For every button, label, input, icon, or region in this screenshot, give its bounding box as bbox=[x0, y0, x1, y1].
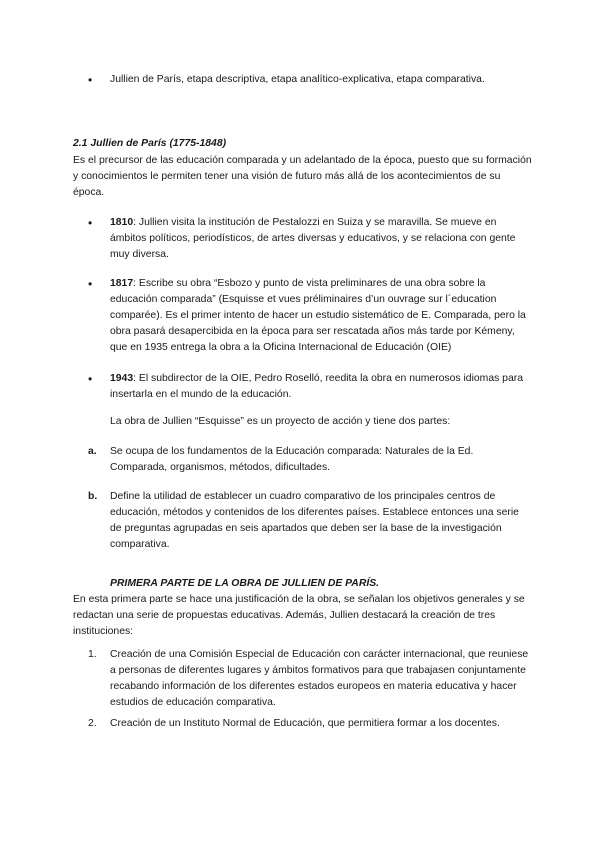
section-heading: 2.1 Jullien de París (1775-1848) bbox=[73, 138, 227, 150]
bullet-icon: • bbox=[88, 372, 93, 386]
list-marker-a: a. bbox=[88, 446, 97, 457]
milestone-year: 1943 bbox=[110, 373, 134, 384]
part-a-text: Se ocupa de los fundamentos de la Educación comparada: Naturales de la Ed. Comparada, organismos, métodos, dificultades. bbox=[110, 446, 474, 473]
milestone-1817 bbox=[110, 276, 530, 356]
bullet-icon: • bbox=[88, 277, 93, 291]
milestone-year: 1817 bbox=[110, 278, 134, 289]
bullet-icon: • bbox=[88, 73, 93, 87]
intro-bullet-text: Jullien de París, etapa descriptiva, etapa analítico-explicativa, etapa comparativa. bbox=[110, 74, 485, 85]
milestone-text: : El subdirector de la OIE, Pedro Roselló, reedita la obra en numerosos idiomas para insertarla en el mundo de la educación. bbox=[110, 373, 523, 400]
milestone-1943 bbox=[110, 371, 530, 403]
milestone-1810 bbox=[110, 215, 525, 263]
section-paragraph: Es el precursor de las educación comparada y un adelantado de la época, puesto que su formación y conocimientos le permiten tener una visión de futuro más allá de los acontecimientos de su época. bbox=[73, 155, 532, 198]
part-b-text: Define la utilidad de establecer un cuadro comparativo de los principales centros de educación, métodos y contenidos de los diferentes países. Establece entonces una serie de preguntas agrupadas en seis apartados que deben ser la base de la investigación comparativa. bbox=[110, 491, 519, 550]
list-marker-2: 2. bbox=[88, 718, 97, 729]
institution-1-text: Creación de una Comisión Especial de Educación con carácter internacional, que reuniese a personas de diferentes lugares y ámbitos formativos para que trabajasen conjuntamente recabando información de los diferentes estados europeos en materia educativa y hacer estudios de educación comparativa. bbox=[110, 649, 529, 708]
first-part-paragraph: En esta primera parte se hace una justificación de la obra, se señalan los objetivos generales y se redactan una serie de propuestas educativas. Además, Jullien destacará la creación de tres instituciones: bbox=[73, 594, 525, 637]
list-marker-b: b. bbox=[88, 491, 98, 502]
list-marker-1: 1. bbox=[88, 649, 97, 660]
institution-2-text: Creación de un Instituto Normal de Educación, que permitiera formar a los docentes. bbox=[110, 718, 500, 729]
milestone-text: : Jullien visita la institución de Pestalozzi en Suiza y se maravilla. Se mueve en ámbitos políticos, periodísticos, de artes diversas y educativos, y se relaciona con gente muy diversa. bbox=[110, 217, 516, 260]
bullet-icon: • bbox=[88, 216, 93, 230]
milestone-text: : Escribe su obra “Esbozo y punto de vista preliminares de una obra sobre la educación comparada” (Esquisse et vues préliminaires d’un ouvrage sur l´education comparée). Es el primer intento de hacer un estudio sistemático de E. Comparada, pero la obra pasará desapercibida en la época para ser rescatada años más tarde por Kémeny, que en 1935 entrega la obra a la Oficina Internacional de Educación (OIE) bbox=[110, 278, 526, 353]
first-part-heading: PRIMERA PARTE DE LA OBRA DE JULLIEN DE PARÍS. bbox=[110, 578, 380, 590]
milestone-year: 1810 bbox=[110, 217, 134, 228]
esquisse-intro: La obra de Jullien “Esquisse” es un proyecto de acción y tiene dos partes: bbox=[110, 416, 451, 427]
